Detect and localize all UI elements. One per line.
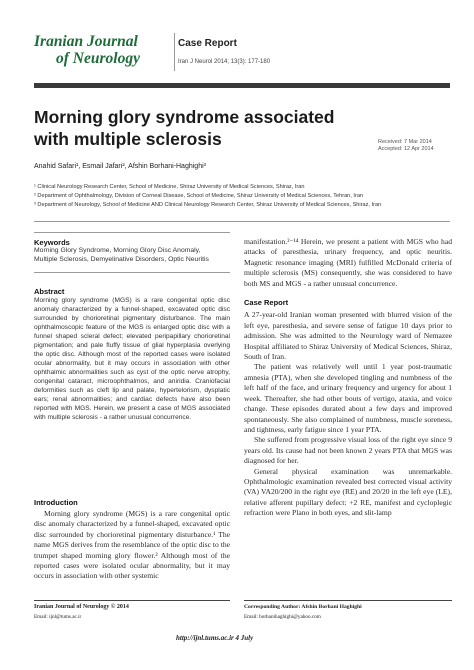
accepted-date: Accepted: 12 Apr 2014 xyxy=(378,146,434,152)
case-paragraph-3: She suffered from progressive visual loss of the right eye since 9 years old. Its cause had not been known 2 years PTA that MGS was diagnosed for her. xyxy=(244,435,452,466)
keywords-line2: Multiple Sclerosis, Demyelinative Disorders, Optic Neuritis xyxy=(34,255,209,263)
keywords-heading: Keywords xyxy=(34,238,70,247)
case-paragraph-2: The patient was relatively well until 1 year post-traumatic amnesia (PTA), when she developed tingling and numbness of the left half of the face, and urinary frequency and urgency for about 1 week. Thereafter, she had other bouts of vertigo, ataxia, and voice change. These episodes durated about a few days and improved spontaneously. She also complained of numbness, muscle soreness, and tightness, early fatigue since 1 year PTA. xyxy=(244,362,452,434)
keywords-section xyxy=(34,238,230,264)
article-type: Case Report xyxy=(178,38,237,49)
journal-logo xyxy=(34,33,154,67)
article-dates xyxy=(378,139,434,153)
introduction-section xyxy=(34,498,230,582)
journal-copyright: Iranian Journal of Neurology © 2014 xyxy=(34,604,129,610)
received-date: Received: 7 Mar 2014 xyxy=(378,139,432,145)
case-report-heading: Case Report xyxy=(244,298,289,308)
footer-rule-left xyxy=(34,600,230,601)
title-line2: with multiple sclerosis xyxy=(34,129,222,149)
keywords-bottom-rule xyxy=(34,272,230,273)
affiliation-2: ² Department of Ophthalmology, Division of Corneal Disease, School of Medicine, Shiraz University of Medical Sciences, Tehran, Iran xyxy=(34,193,364,199)
affiliation-3: ³ Department of Neurology, School of Medicine AND Clinical Neurology Research Center, Shiraz University of Medical Sciences, Shiraz, Iran xyxy=(34,202,382,208)
header-rule xyxy=(34,221,450,222)
abstract-text: Morning glory syndrome (MGS) is a rare congenital optic disc anomaly characterized by a funnel-shaped, excavated optic disc surrounded by chorioretinal pigmentary disturbance. The main ophthalmoscopic feature of the MGS is enlarged optic disc with a funnel shaped scleral defect; elevated peripapillary chorioretinal pigmentation; and pale fluffy tissue of glial hyperplasia overlying the optic disc. Although most of the reported cases were isolated ocular abnormality, but it may occurs in association with other ophthalmic abnormalities such as cyst of the optic nerve atrophy, congenital cataract, microophthalmos, and aniridia. Craniofacial deformities such as cleft lip and palate, hypertelorism, dysplatic ears; renal abnormalities; and cardiac defects have also been reported with MGS. Herein, we present a case of MGS associated with multiple sclerosis - a rather unusual concurrence. xyxy=(34,297,230,421)
journal-email: Email: ijnl@tums.ac.ir xyxy=(34,614,82,620)
top-bar xyxy=(34,83,450,88)
intro-continued: manifestation.²⁻¹⁴ Herein, we present a patient with MGS who had attacks of paresthesia, urinary frequency, and optic neuritis. Magnetic resonance imaging (MRI) fulfilled McDonald criteria of multiple sclerosis (MS) consequently, she was considered to have both MS and MGS - a rather unusual concurrence. xyxy=(244,237,452,288)
introduction-heading: Introduction xyxy=(34,498,78,507)
abstract-heading: Abstract xyxy=(34,287,65,296)
affiliation-1: ¹ Clinical Neurology Research Center, School of Medicine, Shiraz University of Medical Sciences, Shiraz, Iran xyxy=(34,184,305,190)
authors: Anahid Safari¹, Esmail Jafari², Afshin Borhani-Haghighi³ xyxy=(34,163,206,170)
case-paragraph-1: A 27-year-old Iranian woman presented with blurred vision of the left eye, paresthesia, and severe sense of fatigue 10 days prior to admission. She was admitted to the Neurology ward of Nemazee Hospital affiliated to Shiraz University of Medical Sciences, Shiraz, South of Iran. xyxy=(244,310,452,362)
article-title xyxy=(34,106,364,150)
keywords-line1: Morning Glory Syndrome, Morning Glory Disc Anomaly, xyxy=(34,247,201,254)
header-divider xyxy=(174,33,175,71)
case-paragraph-4: General physical examination was unremarkable. Ophthalmologic examination revealed best corrected visual activity (VA) VA20/200 in the right eye (RE) and 20/20 in the left eye (LE), relative afferent pupillary defect: +2 RE, manifest and cycloplegic refraction were Plano in both eyes, and slit-lamp xyxy=(244,466,452,518)
journal-name-line1: Iranian Journal xyxy=(34,33,138,50)
abstract-section xyxy=(34,287,230,422)
citation: Iran J Neurol 2014; 13(3): 177-180 xyxy=(178,59,271,65)
footer-rule-right xyxy=(244,600,452,601)
corresponding-email: Email: borhanihaghighi@yahoo.com xyxy=(244,614,321,620)
introduction-text xyxy=(34,509,230,582)
corresponding-author: Corresponding Author: Afshin Borhani Haghighi xyxy=(244,604,362,610)
introduction-paragraph: Morning glory syndrome (MGS) is a rare congenital optic disc anomaly characterized by a funnel-shaped, excavated optic disc surrounded by chorioretinal pigmentary disturbance.¹ The name MGS derives from the resemblance of the optic disc to the trumpet shaped morning glory flower.² Although most of the reported cases were isolated ocular abnormality, but it may occurs in association with other systemic xyxy=(34,509,230,581)
right-column xyxy=(244,237,452,519)
journal-name-line2: of Neurology xyxy=(56,50,140,67)
journal-url-page: http://ijnl.tums.ac.ir 4 July xyxy=(176,634,254,642)
title-line1: Morning glory syndrome associated xyxy=(34,107,335,127)
keywords-top-rule xyxy=(34,232,230,233)
